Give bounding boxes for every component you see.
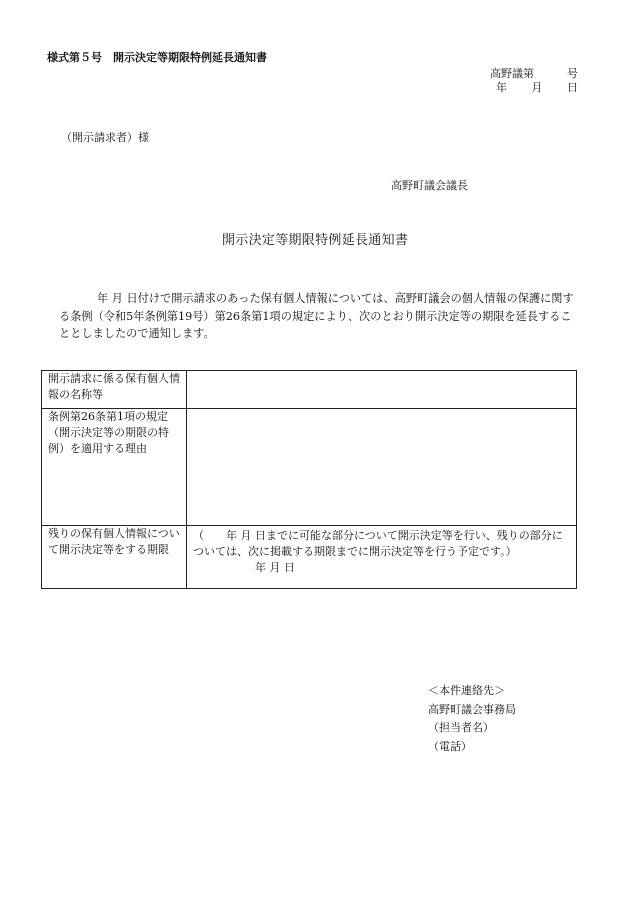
info-table	[41, 370, 577, 589]
reference-number	[490, 67, 578, 81]
sender: 高野町議会議長	[391, 179, 468, 192]
contact-heading: ＜本件連絡先＞	[428, 684, 505, 697]
table-row-value	[187, 409, 577, 526]
contact-phone: （電話）	[428, 739, 472, 753]
reference-number-prefix: 高野議第	[490, 67, 534, 80]
body-text: 年 月 日付けで開示請求のあった保有個人情報については、高野町議会の個人情報の保護に関する条例（令和5年条例第19号）第26条第1項の規定により、次のとおり開示決定等の期限を延長することとしましたので通知します。	[59, 292, 574, 340]
deadline-note: （ 年 月 日までに可能な部分について開示決定等を行い、残りの部分については、次に掲載する期限までに開示決定等を行う予定です。）	[193, 529, 563, 558]
issue-date-year: 年	[496, 81, 507, 94]
contact-office: 高野町議会事務局	[428, 702, 516, 716]
table-row	[42, 526, 577, 589]
table-row-label: 条例第26条第1項の規定（開示決定等の期限の特例）を適用する理由	[42, 409, 187, 526]
issue-date-month: 月	[531, 81, 543, 94]
issue-date	[496, 81, 578, 95]
deadline-date: 年 月 日	[255, 561, 295, 574]
form-label: 様式第５号 開示決定等期限特例延長通知書	[47, 51, 267, 64]
table-row-value	[187, 526, 577, 589]
table-row-label: 開示請求に係る保有個人情報の名称等	[42, 371, 187, 409]
document-title: 開示決定等期限特例延長通知書	[222, 233, 409, 248]
table-row	[42, 371, 577, 409]
contact-person: （担当者名）	[428, 721, 494, 734]
table-row-label: 残りの保有個人情報について開示決定等をする期限	[42, 526, 187, 589]
reference-number-suffix: 号	[567, 67, 578, 80]
recipient: （開示請求者）様	[61, 131, 149, 144]
issue-date-day: 日	[567, 81, 578, 94]
table-row-value	[187, 371, 577, 409]
contact-block	[428, 682, 516, 756]
table-row	[42, 409, 577, 526]
